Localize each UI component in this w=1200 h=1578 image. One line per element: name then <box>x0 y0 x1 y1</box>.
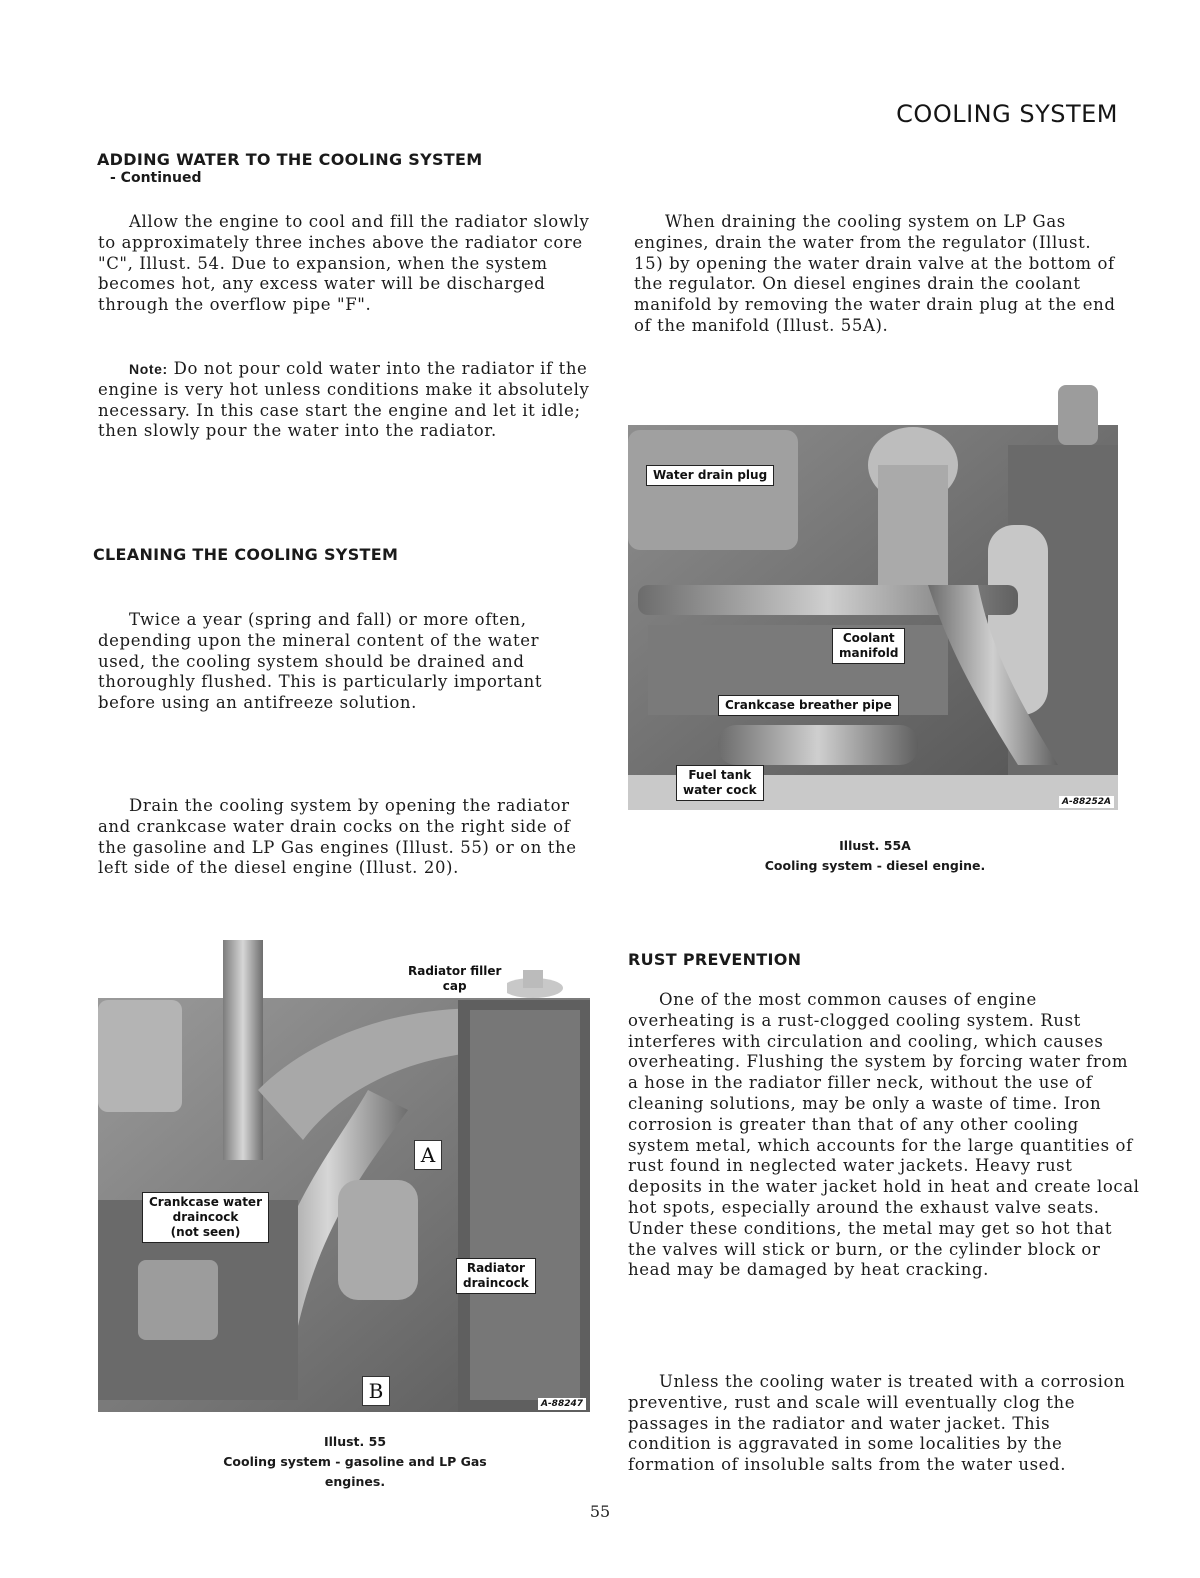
caption-illust-55 <box>200 1432 510 1492</box>
callout-crankcase-line2: draincock <box>172 1210 239 1224</box>
caption-illust-55a-title: Illust. 55A <box>839 838 911 853</box>
diesel-engine-photo-illustration <box>628 385 1118 810</box>
callout-letter-a: A <box>414 1140 442 1170</box>
callout-radiator-filler-line2: cap <box>442 979 467 993</box>
engine-photo-illustration <box>98 940 590 1412</box>
caption-illust-55a-text: Cooling system - diesel engine. <box>764 858 986 873</box>
paragraph-rust-2: Unless the cooling water is treated with a corrosion preventive, rust and scale will eventually clog the passages in the radiator and water jacket. This condition is aggravated in some localities by the formation of insoluble salts from the water used. <box>628 1372 1126 1475</box>
heading-rust-prevention: RUST PREVENTION <box>628 950 802 969</box>
callout-letter-b: B <box>362 1376 390 1406</box>
subheading-continued: - Continued <box>110 170 202 186</box>
paragraph-cleaning-2: Drain the cooling system by opening the radiator and crankcase water drain cocks on the right side of the gasoline and LP Gas engines (Illust. 55) or on the left side of the diesel engine (Illust. 20). <box>98 796 577 878</box>
callout-crankcase-breather-pipe: Crankcase breather pipe <box>718 695 899 716</box>
caption-illust-55-title: Illust. 55 <box>323 1434 387 1449</box>
callout-radiator-filler-line1: Radiator filler <box>408 964 502 978</box>
paragraph-draining-lp: When draining the cooling system on LP Gas engines, drain the water from the regulator (Illust. 15) by opening the water drain valve at the bottom of the regulator. On diesel engines drain the coolant manifold by removing the water drain plug at the end of the manifold (Illust. 55A). <box>634 212 1116 335</box>
callout-crankcase-line1: Crankcase water <box>149 1195 262 1209</box>
paragraph-note <box>98 359 592 442</box>
callout-radiator-draincock <box>456 1258 536 1294</box>
photo-id-a88252a: A-88252A <box>1059 796 1114 808</box>
paragraph-cleaning-1: Twice a year (spring and fall) or more often, depending upon the mineral content of the water used, the cooling system should be drained and thoroughly flushed. This is particularly important before using an antifreeze solution. <box>98 610 543 713</box>
callout-crankcase-line3: (not seen) <box>170 1225 241 1239</box>
callout-coolant-line1: Coolant <box>842 631 895 645</box>
photo-diesel-engine <box>628 385 1118 810</box>
callout-radiator-filler-cap <box>402 962 507 996</box>
section-title: COOLING SYSTEM <box>896 100 1118 128</box>
note-label: Note: <box>129 361 168 377</box>
callout-fuel-tank-line1: Fuel tank <box>688 768 752 782</box>
photo-id-a88247: A-88247 <box>538 1398 586 1410</box>
callout-crankcase-water-draincock <box>142 1192 269 1243</box>
callout-radiator-draincock-line1: Radiator <box>466 1261 525 1275</box>
callout-water-drain-plug: Water drain plug <box>646 465 774 486</box>
note-text: Do not pour cold water into the radiator if the engine is very hot unless conditions make it absolutely necessary. In this case start the engine and let it idle; then slowly pour the water into the radiator. <box>98 359 590 441</box>
heading-cleaning: CLEANING THE COOLING SYSTEM <box>93 545 399 564</box>
heading-adding-water: ADDING WATER TO THE COOLING SYSTEM <box>97 150 483 169</box>
callout-coolant-line2: manifold <box>839 646 899 660</box>
page-number: 55 <box>589 1502 611 1521</box>
callout-coolant-manifold <box>832 628 905 664</box>
paragraph-adding-water: Allow the engine to cool and fill the radiator slowly to approximately three inches above the radiator core "C", Illust. 54. Due to expansion, when the system becomes hot, any excess water will be discharged through the overflow pipe "F". <box>98 212 590 315</box>
caption-illust-55-line1: Cooling system - gasoline and LP Gas <box>223 1454 487 1469</box>
caption-illust-55a <box>720 836 1030 876</box>
caption-illust-55-line2: engines. <box>324 1474 386 1489</box>
paragraph-rust-1: One of the most common causes of engine overheating is a rust-clogged cooling system. Rust interferes with circulation and cooling, which causes overheating. Flushing the system by forcing water from a hose in the radiator filler neck, without the use of cleaning solutions, may be only a waste of time. Iron corrosion is greater than that of any other cooling system metal, which accounts for the large quantities of rust found in neglected water jackets. Heavy rust deposits in the water jacket hold in heat and create local hot spots, especially around the exhaust valve seats. Under these conditions, the metal may get so hot that the valves will stick or burn, or the cylinder block or head may be damaged by heat cracking. <box>628 990 1140 1280</box>
photo-gasoline-engine <box>98 940 590 1412</box>
callout-fuel-tank-water-cock <box>676 765 764 801</box>
callout-fuel-tank-line2: water cock <box>683 783 757 797</box>
callout-radiator-draincock-line2: draincock <box>463 1276 529 1290</box>
